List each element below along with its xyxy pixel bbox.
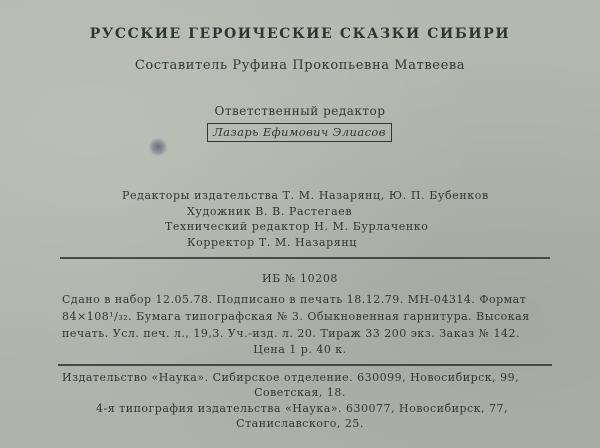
printer-line-1: 4-я типография издательства «Наука». 630077, Новосибирск, 77, xyxy=(96,402,509,415)
printer-line-2: Станиславского, 25. xyxy=(236,417,364,430)
publisher-line-2: Советская, 18. xyxy=(254,386,346,399)
credit-line-proofreader: Корректор Т. М. Назарянц xyxy=(187,236,357,249)
publisher-line-1: Издательство «Наука». Сибирское отделение. 630099, Новосибирск, 99, xyxy=(62,371,520,384)
responsible-editor-name: Лазарь Ефимович Элиасов xyxy=(207,123,392,142)
divider-top xyxy=(60,257,550,259)
responsible-editor-label: Ответственный редактор xyxy=(214,104,386,118)
imprint-line-1: Сдано в набор 12.05.78. Подписано в печать 18.12.79. МН-04314. Формат xyxy=(62,293,527,306)
imprint-price: Цена 1 р. 40 к. xyxy=(253,343,347,356)
ib-number: ИБ № 10208 xyxy=(261,272,339,285)
ink-blot xyxy=(148,138,168,156)
imprint-line-2: 84×108¹/₃₂. Бумага типографская № 3. Обыкновенная гарнитура. Высокая xyxy=(62,310,530,323)
imprint-line-3: печать. Усл. печ. л., 19,3. Уч.-изд. л. 20. Тираж 33 200 экз. Заказ № 142. xyxy=(62,327,521,340)
credit-line-tech-editor: Технический редактор Н. М. Бурлаченко xyxy=(165,220,429,233)
book-title: РУССКИЕ ГЕРОИЧЕСКИЕ СКАЗКИ СИБИРИ xyxy=(89,26,511,42)
compiler-line: Составитель Руфина Прокопьевна Матвеева xyxy=(134,58,466,73)
divider-bottom xyxy=(58,364,552,366)
credit-line-artist: Художник В. В. Растегаев xyxy=(187,205,353,218)
credit-line-editors: Редакторы издательства Т. М. Назарянц, Ю. П. Бубенков xyxy=(122,189,489,202)
